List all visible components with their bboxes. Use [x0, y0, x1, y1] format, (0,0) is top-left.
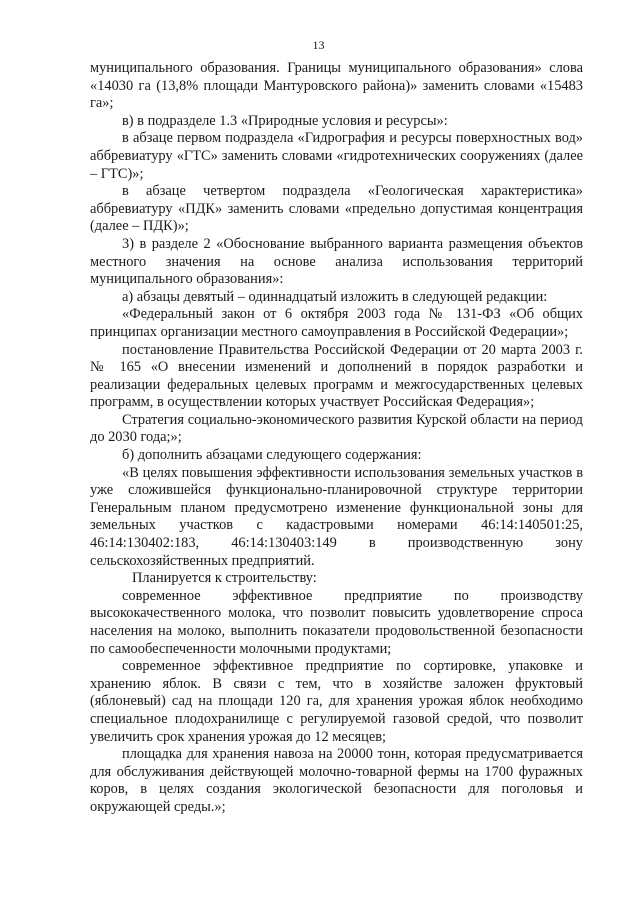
paragraph-federal-law: «Федеральный закон от 6 октября 2003 года № 131-ФЗ «Об общих принципах организации местного самоуправления в Российской Федерации»;: [90, 306, 583, 340]
page-number: 13: [312, 38, 325, 52]
paragraph-clause-b: б) дополнить абзацами следующего содержания:: [122, 447, 422, 464]
paragraph-strategy: Стратегия социально-экономического развития Курской области на период до 2030 года;»;: [90, 411, 583, 446]
paragraph-geology: в абзаце четвертом подраздела «Геологическая характеристика» аббревиатуру «ПДК» заменить словами «предельно допустимая концентрация (далее – ПДК)»;: [90, 183, 583, 235]
paragraph-hydrography: в абзаце первом подраздела «Гидрография и ресурсы поверхностных вод» аббревиатуру «ГТС» заменить словами «гидротехнических сооружениях (далее – ГТС)»;: [90, 130, 583, 182]
paragraph-milk-enterprise: современное эффективное предприятие по производству высококачественного молока, что позволит повысить удовлетворение спроса населения на молоко, выполнить показатели продовольственной безопасности по самообеспеченности молочными продуктами;: [90, 587, 583, 657]
paragraph-planned-construction: Планируется к строительству:: [132, 570, 317, 587]
paragraph-manure-site: площадка для хранения навоза на 20000 тонн, которая предусматривается для обслуживания действующей молочно-товарной фермы на 1700 фуражных коров, в целях создания экологической безопасности для поголовья и окружающей среды.»;: [90, 746, 583, 815]
paragraph-municipal-boundaries: муниципального образования. Границы муниципального образования» слова «14030 га (13,8% площади Мантуровского района)» заменить словами «15483 га»;: [90, 60, 583, 112]
paragraph-apple-enterprise: современное эффективное предприятие по сортировке, упаковке и хранению яблок. В связи с тем, что в хозяйстве заложен фруктовый (яблоневый) сад на площади 120 га, для хранения урожая яблок необходимо специальное плодохранилище с регулируемой газовой средой, что позволит увеличить срок хранения урожая до 12 месяцев;: [90, 658, 583, 745]
paragraph-land-efficiency: «В целях повышения эффективности использования земельных участков в уже сложившейся функционально-планировочной структуре территории Генеральным планом предусмотрено изменение функциональной зоны для земельных участков с кадастровыми номерами 46:14:140501:25, 46:14:130402:183, 46:14:130403:149 в производственную зону сельскохозяйственных предприятий.: [90, 464, 583, 569]
paragraph-subsection-1-3: в) в подразделе 1.3 «Природные условия и ресурсы»:: [122, 112, 448, 129]
document-body: [90, 60, 583, 817]
paragraph-government-resolution: постановление Правительства Российской Федерации от 20 марта 2003 г. № 165 «О внесении изменений и дополнений в порядок разработки и реализации федеральных целевых программ и межгосударственных целевых программ, в осуществлении которых участвует Российская Федерация»;: [90, 341, 583, 411]
paragraph-section-2: 3) в разделе 2 «Обоснование выбранного варианта размещения объектов местного значения на основе анализа использования территорий муниципального образования»:: [90, 235, 583, 288]
paragraph-clause-a: а) абзацы девятый – одиннадцатый изложить в следующей редакции:: [122, 288, 548, 305]
